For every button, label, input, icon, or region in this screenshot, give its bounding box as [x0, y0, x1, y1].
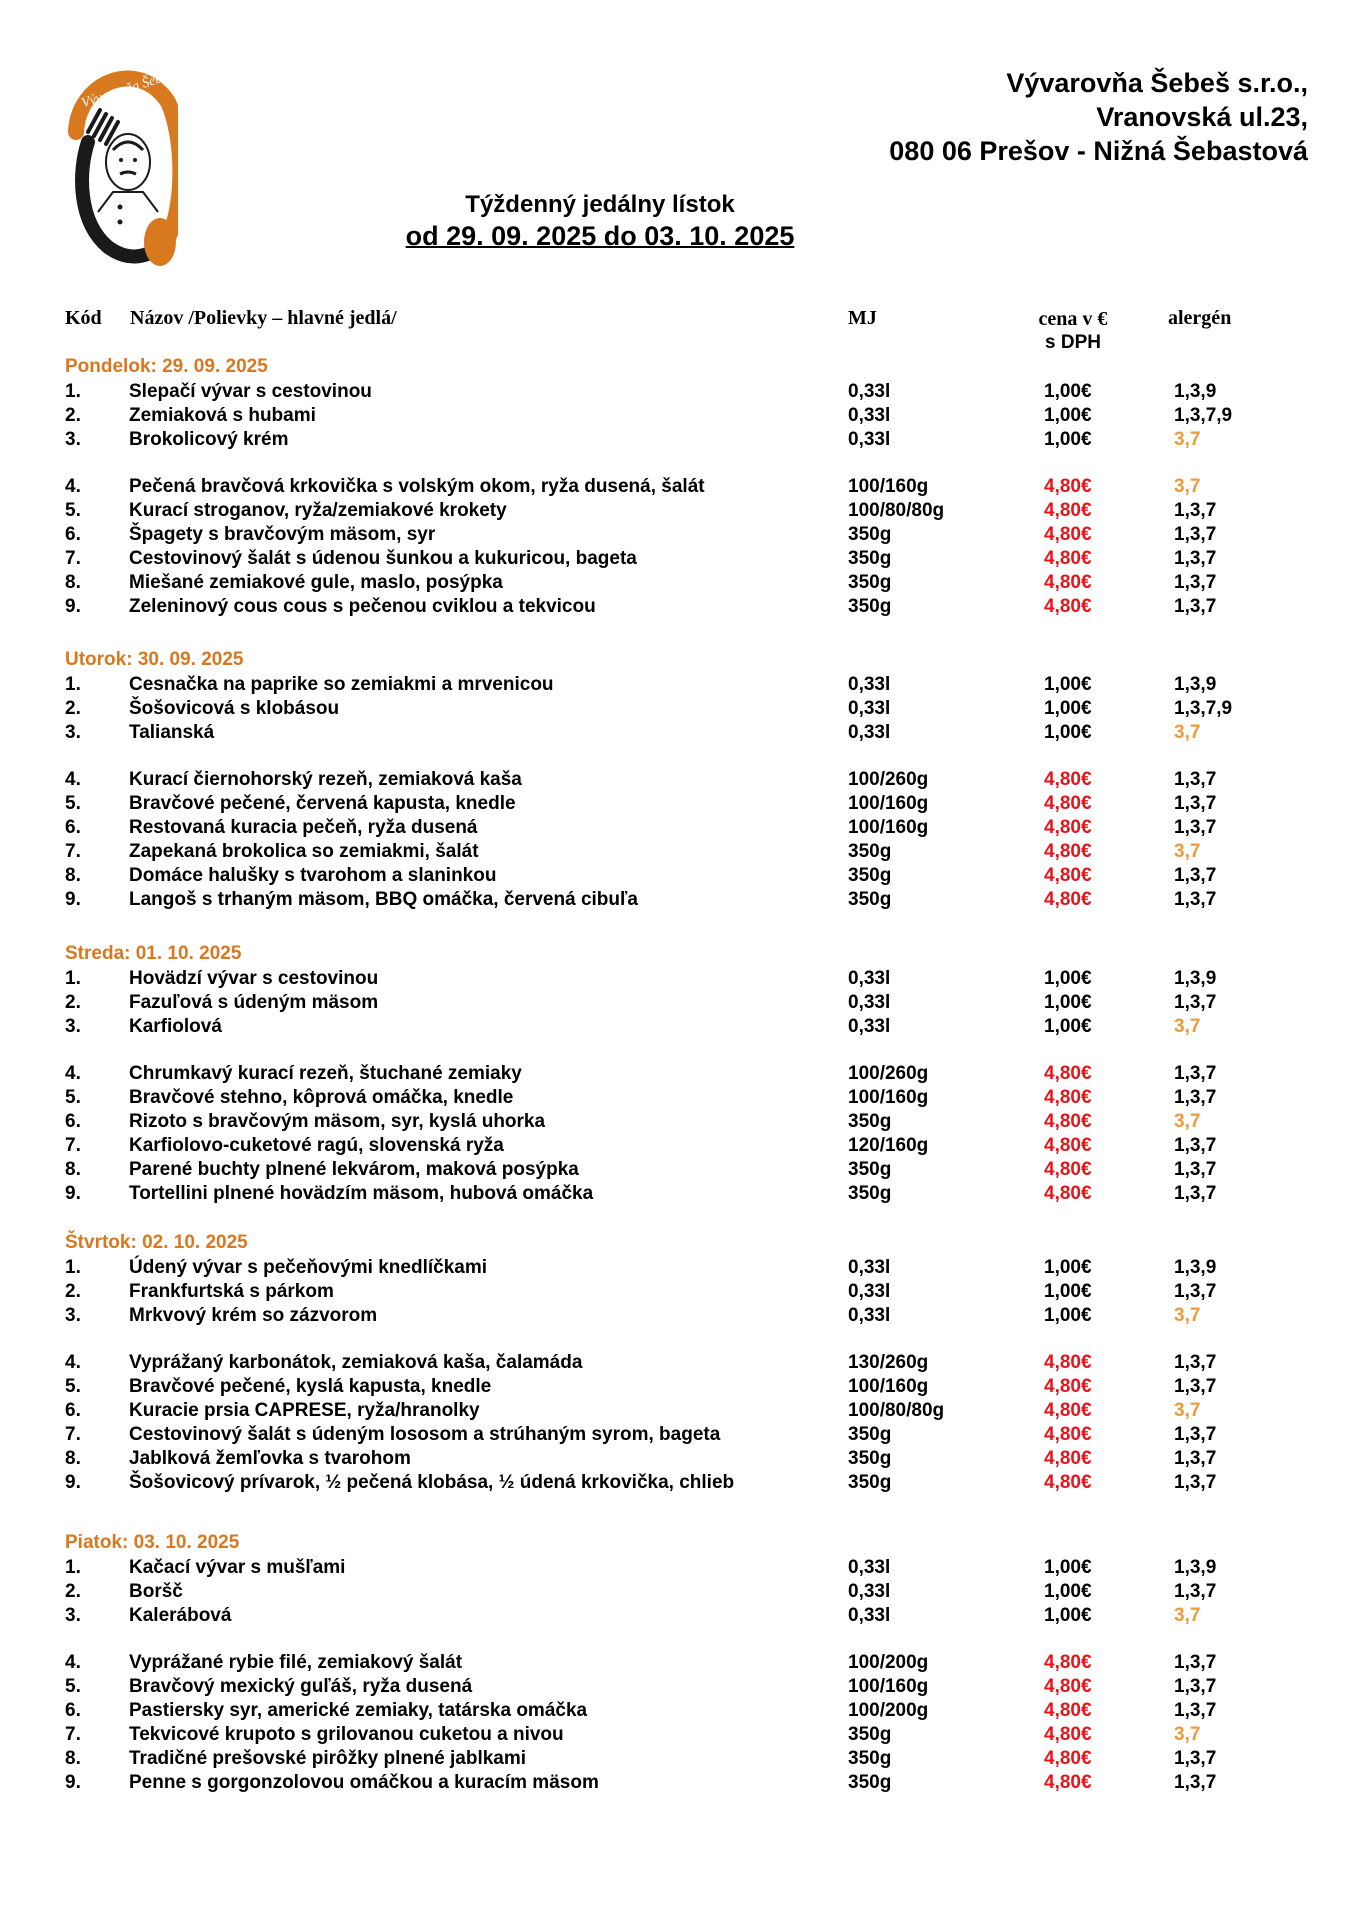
item-allergen: 1,3,7 — [1174, 524, 1217, 545]
item-name: Tortellini plnené hovädzím mäsom, hubová omáčka — [129, 1183, 594, 1204]
soup-row — [0, 1604, 1358, 1628]
item-code: 6. — [65, 1700, 81, 1721]
item-allergen: 1,3,7 — [1174, 548, 1217, 569]
item-allergen: 1,3,7 — [1174, 596, 1217, 617]
day-title: Štvrtok: 02. 10. 2025 — [65, 1232, 248, 1253]
main-dish-row — [0, 595, 1358, 619]
main-dish-row — [0, 1651, 1358, 1675]
item-price: 4,80€ — [1044, 889, 1092, 910]
main-dish-row — [0, 816, 1358, 840]
item-code: 1. — [65, 968, 81, 989]
item-unit: 100/160g — [848, 1676, 929, 1697]
item-price: 1,00€ — [1044, 968, 1092, 989]
item-allergen: 3,7 — [1174, 1724, 1201, 1745]
item-price: 1,00€ — [1044, 674, 1092, 695]
item-allergen: 3,7 — [1174, 841, 1201, 862]
item-name: Kuracie prsia CAPRESE, ryža/hranolky — [129, 1400, 480, 1421]
item-price: 4,80€ — [1044, 841, 1092, 862]
item-unit: 350g — [848, 1772, 892, 1793]
item-price: 1,00€ — [1044, 698, 1092, 719]
item-unit: 350g — [848, 1111, 892, 1132]
item-price: 1,00€ — [1044, 1016, 1092, 1037]
item-allergen: 1,3,7 — [1174, 1376, 1217, 1397]
item-price: 4,80€ — [1044, 1472, 1092, 1493]
item-code: 2. — [65, 1581, 81, 1602]
main-dish-row — [0, 1699, 1358, 1723]
item-price: 4,80€ — [1044, 1448, 1092, 1469]
item-code: 6. — [65, 1111, 81, 1132]
item-unit: 0,33l — [848, 1305, 891, 1326]
item-price: 4,80€ — [1044, 817, 1092, 838]
item-code: 3. — [65, 429, 81, 450]
item-unit: 130/260g — [848, 1352, 929, 1373]
item-name: Slepačí vývar s cestovinou — [129, 381, 372, 402]
item-name: Mrkvový krém so zázvorom — [129, 1305, 378, 1326]
item-unit: 0,33l — [848, 1581, 891, 1602]
item-name: Jablková žemľovka s tvarohom — [129, 1448, 411, 1469]
main-dish-row — [0, 475, 1358, 499]
soup-row — [0, 721, 1358, 745]
item-name: Fazuľová s údeným mäsom — [129, 992, 379, 1013]
soup-row — [0, 380, 1358, 404]
item-allergen: 1,3,7 — [1174, 1652, 1217, 1673]
chef-logo-icon — [58, 62, 178, 272]
item-unit: 350g — [848, 889, 892, 910]
item-unit: 0,33l — [848, 968, 891, 989]
item-unit: 350g — [848, 841, 892, 862]
header-allergen: alergén — [1168, 307, 1232, 329]
item-name: Brokolicový krém — [129, 429, 289, 450]
item-allergen: 1,3,9 — [1174, 1257, 1217, 1278]
item-name: Bravčový mexický guľáš, ryža dusená — [129, 1676, 473, 1697]
main-dish-row — [0, 1182, 1358, 1206]
main-dish-row — [0, 1675, 1358, 1699]
item-unit: 100/260g — [848, 1063, 929, 1084]
item-name: Pastiersky syr, americké zemiaky, tatárska omáčka — [129, 1700, 588, 1721]
item-allergen: 1,3,7 — [1174, 1700, 1217, 1721]
day-title: Pondelok: 29. 09. 2025 — [65, 356, 268, 377]
item-name: Rizoto s bravčovým mäsom, syr, kyslá uhorka — [129, 1111, 546, 1132]
item-unit: 350g — [848, 1472, 892, 1493]
item-name: Parené buchty plnené lekvárom, maková posýpka — [129, 1159, 579, 1180]
item-allergen: 1,3,7 — [1174, 817, 1217, 838]
item-unit: 350g — [848, 548, 892, 569]
company-address — [889, 66, 1308, 168]
soup-row — [0, 1580, 1358, 1604]
item-allergen: 3,7 — [1174, 1305, 1201, 1326]
item-code: 7. — [65, 841, 81, 862]
item-name: Langoš s trhaným mäsom, BBQ omáčka, červená cibuľa — [129, 889, 638, 910]
soup-row — [0, 967, 1358, 991]
item-unit: 100/260g — [848, 769, 929, 790]
main-dish-row — [0, 1447, 1358, 1471]
item-allergen: 1,3,7 — [1174, 1281, 1217, 1302]
soup-row — [0, 1280, 1358, 1304]
item-code: 6. — [65, 1400, 81, 1421]
item-allergen: 1,3,9 — [1174, 381, 1217, 402]
item-unit: 350g — [848, 865, 892, 886]
item-price: 4,80€ — [1044, 1111, 1092, 1132]
item-allergen: 1,3,7 — [1174, 1581, 1217, 1602]
item-allergen: 1,3,7 — [1174, 1448, 1217, 1469]
company-street: Vranovská ul.23, — [1096, 102, 1308, 132]
item-allergen: 3,7 — [1174, 1400, 1201, 1421]
item-price: 1,00€ — [1044, 1305, 1092, 1326]
menu-title — [340, 190, 860, 252]
item-code: 8. — [65, 1748, 81, 1769]
item-name: Zeleninový cous cous s pečenou cviklou a tekvicou — [129, 596, 596, 617]
item-name: Tekvicové krupoto s grilovanou cuketou a nivou — [129, 1724, 564, 1745]
item-price: 4,80€ — [1044, 1135, 1092, 1156]
item-code: 8. — [65, 865, 81, 886]
item-unit: 100/160g — [848, 476, 929, 497]
item-price: 1,00€ — [1044, 1281, 1092, 1302]
item-name: Zemiaková s hubami — [129, 405, 316, 426]
item-price: 4,80€ — [1044, 572, 1092, 593]
item-name: Cestovinový šalát s údenou šunkou a kukuricou, bageta — [129, 548, 637, 569]
item-code: 8. — [65, 572, 81, 593]
item-unit: 100/80/80g — [848, 1400, 945, 1421]
soup-row — [0, 428, 1358, 452]
item-code: 9. — [65, 1472, 81, 1493]
item-code: 2. — [65, 405, 81, 426]
day-title: Utorok: 30. 09. 2025 — [65, 649, 244, 670]
item-unit: 350g — [848, 524, 892, 545]
item-code: 4. — [65, 769, 81, 790]
item-price: 4,80€ — [1044, 1400, 1092, 1421]
svg-text:Vývarovňa Šebeš: Vývarovňa Šebeš — [79, 67, 176, 112]
item-allergen: 1,3,9 — [1174, 968, 1217, 989]
item-unit: 0,33l — [848, 1281, 891, 1302]
item-allergen: 3,7 — [1174, 1016, 1201, 1037]
item-allergen: 1,3,7 — [1174, 1159, 1217, 1180]
company-name: Vývarovňa Šebeš s.r.o., — [1006, 68, 1308, 98]
item-unit: 0,33l — [848, 698, 891, 719]
item-allergen: 1,3,7 — [1174, 1063, 1217, 1084]
item-code: 3. — [65, 1305, 81, 1326]
item-allergen: 1,3,7 — [1174, 1772, 1217, 1793]
item-allergen: 1,3,7,9 — [1174, 698, 1233, 719]
item-price: 4,80€ — [1044, 865, 1092, 886]
item-code: 3. — [65, 722, 81, 743]
company-city: 080 06 Prešov - Nižná Šebastová — [889, 136, 1308, 166]
item-allergen: 1,3,7 — [1174, 769, 1217, 790]
item-unit: 100/160g — [848, 1376, 929, 1397]
item-price: 4,80€ — [1044, 524, 1092, 545]
item-price: 4,80€ — [1044, 1159, 1092, 1180]
item-allergen: 1,3,7 — [1174, 1087, 1217, 1108]
item-name: Vyprážané rybie filé, zemiakový šalát — [129, 1652, 463, 1673]
item-name: Hovädzí vývar s cestovinou — [129, 968, 379, 989]
item-name: Špagety s bravčovým mäsom, syr — [129, 524, 436, 545]
item-unit: 100/160g — [848, 1087, 929, 1108]
item-unit: 350g — [848, 1424, 892, 1445]
item-allergen: 3,7 — [1174, 1605, 1201, 1626]
item-code: 9. — [65, 1772, 81, 1793]
soup-row — [0, 991, 1358, 1015]
item-name: Frankfurtská s párkom — [129, 1281, 334, 1302]
item-price: 4,80€ — [1044, 1424, 1092, 1445]
item-price: 4,80€ — [1044, 769, 1092, 790]
item-unit: 350g — [848, 1724, 892, 1745]
main-dish-row — [0, 1351, 1358, 1375]
item-name: Pečená bravčová krkovička s volským okom, ryža dusená, šalát — [129, 476, 705, 497]
item-unit: 350g — [848, 1448, 892, 1469]
item-name: Cesnačka na paprike so zemiakmi a mrvenicou — [129, 674, 554, 695]
item-code: 5. — [65, 1087, 81, 1108]
item-name: Bravčové pečené, kyslá kapusta, knedle — [129, 1376, 492, 1397]
item-name: Kurací stroganov, ryža/zemiakové krokety — [129, 500, 507, 521]
item-name: Talianská — [129, 722, 215, 743]
item-name: Cestovinový šalát s údeným lososom a strúhaným syrom, bageta — [129, 1424, 721, 1445]
item-unit: 100/80/80g — [848, 500, 945, 521]
item-price: 4,80€ — [1044, 1376, 1092, 1397]
item-name: Údený vývar s pečeňovými knedlíčkami — [129, 1257, 488, 1278]
item-price: 1,00€ — [1044, 429, 1092, 450]
item-name: Karfiolová — [129, 1016, 222, 1037]
item-price: 4,80€ — [1044, 793, 1092, 814]
item-price: 4,80€ — [1044, 1724, 1092, 1745]
item-code: 1. — [65, 1557, 81, 1578]
item-price: 1,00€ — [1044, 1581, 1092, 1602]
item-name: Vyprážaný karbonátok, zemiaková kaša, čalamáda — [129, 1352, 583, 1373]
soup-row — [0, 1304, 1358, 1328]
item-code: 7. — [65, 1724, 81, 1745]
item-unit: 350g — [848, 1748, 892, 1769]
item-price: 4,80€ — [1044, 500, 1092, 521]
item-allergen: 1,3,7 — [1174, 793, 1217, 814]
item-name: Bravčové stehno, kôprová omáčka, knedle — [129, 1087, 514, 1108]
item-code: 9. — [65, 889, 81, 910]
item-price: 4,80€ — [1044, 1700, 1092, 1721]
item-unit: 350g — [848, 572, 892, 593]
company-logo — [58, 62, 178, 272]
item-code: 8. — [65, 1448, 81, 1469]
item-code: 1. — [65, 381, 81, 402]
main-dish-row — [0, 1375, 1358, 1399]
item-allergen: 3,7 — [1174, 722, 1201, 743]
item-allergen: 1,3,7 — [1174, 1748, 1217, 1769]
item-price: 4,80€ — [1044, 1748, 1092, 1769]
main-dish-row — [0, 499, 1358, 523]
item-code: 3. — [65, 1016, 81, 1037]
item-price: 4,80€ — [1044, 548, 1092, 569]
item-unit: 0,33l — [848, 674, 891, 695]
item-allergen: 1,3,9 — [1174, 1557, 1217, 1578]
item-price: 4,80€ — [1044, 1772, 1092, 1793]
item-allergen: 1,3,9 — [1174, 674, 1217, 695]
item-unit: 350g — [848, 1159, 892, 1180]
soup-row — [0, 1556, 1358, 1580]
item-name: Boršč — [129, 1581, 183, 1602]
day-title: Piatok: 03. 10. 2025 — [65, 1532, 240, 1553]
item-name: Kurací čiernohorský rezeň, zemiaková kaša — [129, 769, 522, 790]
item-price: 1,00€ — [1044, 992, 1092, 1013]
item-unit: 0,33l — [848, 722, 891, 743]
main-dish-row — [0, 1471, 1358, 1495]
item-price: 1,00€ — [1044, 381, 1092, 402]
item-allergen: 1,3,7 — [1174, 865, 1217, 886]
item-allergen: 1,3,7 — [1174, 1183, 1217, 1204]
item-unit: 350g — [848, 1183, 892, 1204]
item-code: 2. — [65, 992, 81, 1013]
soup-row — [0, 404, 1358, 428]
item-price: 4,80€ — [1044, 1676, 1092, 1697]
main-dish-row — [0, 1423, 1358, 1447]
main-dish-row — [0, 768, 1358, 792]
item-unit: 100/200g — [848, 1700, 929, 1721]
item-code: 6. — [65, 524, 81, 545]
main-dish-row — [0, 1062, 1358, 1086]
item-price: 1,00€ — [1044, 1557, 1092, 1578]
item-allergen: 1,3,7 — [1174, 572, 1217, 593]
item-allergen: 1,3,7 — [1174, 1472, 1217, 1493]
main-dish-row — [0, 547, 1358, 571]
main-dish-row — [0, 1158, 1358, 1182]
item-code: 5. — [65, 1676, 81, 1697]
item-price: 1,00€ — [1044, 1605, 1092, 1626]
item-code: 4. — [65, 1063, 81, 1084]
item-allergen: 1,3,7 — [1174, 1424, 1217, 1445]
item-unit: 0,33l — [848, 1557, 891, 1578]
item-code: 5. — [65, 500, 81, 521]
item-code: 1. — [65, 674, 81, 695]
item-allergen: 1,3,7 — [1174, 992, 1217, 1013]
item-name: Restovaná kuracia pečeň, ryža dusená — [129, 817, 478, 838]
soup-row — [0, 1256, 1358, 1280]
soup-row — [0, 697, 1358, 721]
item-name: Šošovicový prívarok, ½ pečená klobása, ½ údená krkovička, chlieb — [129, 1472, 735, 1493]
item-allergen: 1,3,7 — [1174, 500, 1217, 521]
item-code: 5. — [65, 1376, 81, 1397]
item-code: 4. — [65, 1352, 81, 1373]
item-allergen: 1,3,7 — [1174, 1352, 1217, 1373]
item-code: 9. — [65, 596, 81, 617]
item-allergen: 1,3,7 — [1174, 1676, 1217, 1697]
item-unit: 0,33l — [848, 429, 891, 450]
item-allergen: 1,3,7 — [1174, 889, 1217, 910]
item-allergen: 1,3,7,9 — [1174, 405, 1233, 426]
item-unit: 0,33l — [848, 405, 891, 426]
header-name: Názov /Polievky – hlavné jedlá/ — [130, 307, 397, 329]
header-code: Kód — [65, 307, 102, 329]
item-name: Domáce halušky s tvarohom a slaninkou — [129, 865, 497, 886]
item-code: 1. — [65, 1257, 81, 1278]
item-unit: 100/160g — [848, 793, 929, 814]
item-unit: 100/200g — [848, 1652, 929, 1673]
item-code: 3. — [65, 1605, 81, 1626]
item-name: Karfiolovo-cuketové ragú, slovenská ryža — [129, 1135, 504, 1156]
title-date-range: od 29. 09. 2025 do 03. 10. 2025 — [405, 221, 795, 251]
item-code: 4. — [65, 1652, 81, 1673]
item-unit: 120/160g — [848, 1135, 929, 1156]
header-price-label: cena v € — [1038, 308, 1108, 330]
item-code: 7. — [65, 1135, 81, 1156]
item-code: 6. — [65, 817, 81, 838]
main-dish-row — [0, 840, 1358, 864]
item-price: 4,80€ — [1044, 1352, 1092, 1373]
item-unit: 0,33l — [848, 381, 891, 402]
main-dish-row — [0, 792, 1358, 816]
main-dish-row — [0, 1747, 1358, 1771]
item-price: 4,80€ — [1044, 1652, 1092, 1673]
header-price — [1028, 307, 1118, 355]
item-name: Šošovicová s klobásou — [129, 698, 340, 719]
item-code: 2. — [65, 698, 81, 719]
item-code: 2. — [65, 1281, 81, 1302]
item-name: Tradičné prešovské pirôžky plnené jablkami — [129, 1748, 527, 1769]
main-dish-row — [0, 1771, 1358, 1795]
item-price: 4,80€ — [1044, 1063, 1092, 1084]
item-unit: 0,33l — [848, 1257, 891, 1278]
item-name: Kalerábová — [129, 1605, 232, 1626]
item-name: Chrumkavý kurací rezeň, štuchané zemiaky — [129, 1063, 522, 1084]
table-header — [0, 307, 1358, 357]
item-price: 4,80€ — [1044, 476, 1092, 497]
item-price: 1,00€ — [1044, 722, 1092, 743]
day-title: Streda: 01. 10. 2025 — [65, 943, 242, 964]
main-dish-row — [0, 1134, 1358, 1158]
header-mj: MJ — [848, 307, 877, 329]
item-allergen: 1,3,7 — [1174, 1135, 1217, 1156]
main-dish-row — [0, 888, 1358, 912]
main-dish-row — [0, 523, 1358, 547]
item-price: 4,80€ — [1044, 596, 1092, 617]
item-code: 8. — [65, 1159, 81, 1180]
main-dish-row — [0, 571, 1358, 595]
item-unit: 350g — [848, 596, 892, 617]
item-unit: 0,33l — [848, 1605, 891, 1626]
item-allergen: 3,7 — [1174, 1111, 1201, 1132]
item-price: 1,00€ — [1044, 405, 1092, 426]
item-code: 4. — [65, 476, 81, 497]
item-name: Zapekaná brokolica so zemiakmi, šalát — [129, 841, 479, 862]
item-unit: 0,33l — [848, 1016, 891, 1037]
item-code: 7. — [65, 548, 81, 569]
title-main: Týždenný jedálny lístok — [465, 191, 735, 218]
header-price-sub: s DPH — [1045, 332, 1101, 353]
item-unit: 0,33l — [848, 992, 891, 1013]
item-name: Miešané zemiakové gule, maslo, posýpka — [129, 572, 503, 593]
item-price: 4,80€ — [1044, 1183, 1092, 1204]
item-code: 7. — [65, 1424, 81, 1445]
soup-row — [0, 673, 1358, 697]
item-unit: 100/160g — [848, 817, 929, 838]
item-name: Kačací vývar s mušľami — [129, 1557, 346, 1578]
soup-row — [0, 1015, 1358, 1039]
item-name: Penne s gorgonzolovou omáčkou a kuracím mäsom — [129, 1772, 599, 1793]
main-dish-row — [0, 1723, 1358, 1747]
item-code: 5. — [65, 793, 81, 814]
item-code: 9. — [65, 1183, 81, 1204]
item-allergen: 3,7 — [1174, 476, 1201, 497]
item-allergen: 3,7 — [1174, 429, 1201, 450]
main-dish-row — [0, 1110, 1358, 1134]
item-price: 4,80€ — [1044, 1087, 1092, 1108]
main-dish-row — [0, 1399, 1358, 1423]
main-dish-row — [0, 1086, 1358, 1110]
item-name: Bravčové pečené, červená kapusta, knedle — [129, 793, 516, 814]
main-dish-row — [0, 864, 1358, 888]
item-price: 1,00€ — [1044, 1257, 1092, 1278]
